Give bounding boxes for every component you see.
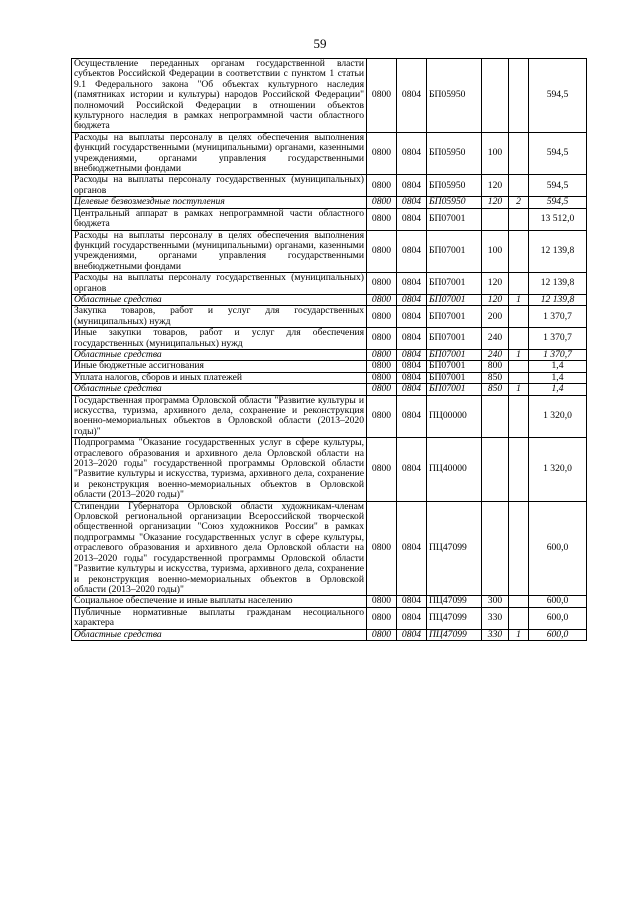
table-row xyxy=(72,306,587,328)
expense-type-cell: 120 xyxy=(482,273,509,295)
expense-name-cell: Государственная программа Орловской области "Развитие культуры и искусства, туризма, архивного дела, сохранение и реконструкция военно-мемориальных объектов в Орловской области (2013–2020 годы)" xyxy=(72,395,367,438)
table-row xyxy=(72,384,587,395)
expense-name-cell: Областные средства xyxy=(72,349,367,360)
subsection-code-cell: 0804 xyxy=(397,328,427,350)
amount-cell: 600,0 xyxy=(529,607,587,629)
expense-type-cell: 850 xyxy=(482,384,509,395)
target-article-cell: БП07001 xyxy=(427,208,482,230)
funding-source-cell xyxy=(509,59,529,133)
expense-name-cell: Подпрограмма "Оказание государственных услуг в сфере культуры, отраслевого образования и архивного дела Орловской области на 2013–2020 годы" государственной программы Орловской области "Развитие культуры и искусства, туризма, архивного дела, сохранение и реконструкция военно-мемориальных объектов в Орловской области (2013–2020 годы)" xyxy=(72,438,367,501)
subsection-code-cell: 0804 xyxy=(397,384,427,395)
section-code-cell: 0800 xyxy=(367,349,397,360)
target-article-cell: БП05950 xyxy=(427,132,482,175)
expense-type-cell: 330 xyxy=(482,607,509,629)
section-code-cell: 0800 xyxy=(367,384,397,395)
table-row xyxy=(72,273,587,295)
amount-cell: 600,0 xyxy=(529,596,587,607)
table-row xyxy=(72,349,587,360)
table-row xyxy=(72,372,587,383)
expense-type-cell: 120 xyxy=(482,294,509,305)
amount-cell: 1 370,7 xyxy=(529,349,587,360)
amount-cell: 594,5 xyxy=(529,59,587,133)
expense-name-cell: Иные бюджетные ассигнования xyxy=(72,361,367,372)
section-code-cell: 0800 xyxy=(367,59,397,133)
table-row xyxy=(72,132,587,175)
expense-type-cell: 120 xyxy=(482,197,509,208)
expense-name-cell: Целевые безвозмездные поступления xyxy=(72,197,367,208)
subsection-code-cell: 0804 xyxy=(397,607,427,629)
amount-cell: 1 320,0 xyxy=(529,395,587,438)
expense-type-cell xyxy=(482,395,509,438)
expense-name-cell: Областные средства xyxy=(72,294,367,305)
expense-type-cell: 300 xyxy=(482,596,509,607)
subsection-code-cell: 0804 xyxy=(397,395,427,438)
table-row xyxy=(72,59,587,133)
subsection-code-cell: 0804 xyxy=(397,349,427,360)
expense-name-cell: Расходы на выплаты персоналу в целях обеспечения выполнения функций государственными (муниципальными) органами, казенными учреждениями, органами управления государственными внебюджетными фондами xyxy=(72,132,367,175)
section-code-cell: 0800 xyxy=(367,306,397,328)
budget-table xyxy=(71,58,587,641)
amount-cell: 600,0 xyxy=(529,501,587,596)
expense-name-cell: Социальное обеспечение и иные выплаты населению xyxy=(72,596,367,607)
table-row xyxy=(72,501,587,596)
target-article-cell: БП07001 xyxy=(427,306,482,328)
target-article-cell: ПЦ00000 xyxy=(427,395,482,438)
expense-type-cell: 850 xyxy=(482,372,509,383)
table-row xyxy=(72,438,587,501)
expense-type-cell: 240 xyxy=(482,349,509,360)
target-article-cell: БП05950 xyxy=(427,59,482,133)
funding-source-cell xyxy=(509,306,529,328)
subsection-code-cell: 0804 xyxy=(397,501,427,596)
amount-cell: 594,5 xyxy=(529,175,587,197)
section-code-cell: 0800 xyxy=(367,438,397,501)
expense-type-cell xyxy=(482,438,509,501)
amount-cell: 1 370,7 xyxy=(529,328,587,350)
page-number: 59 xyxy=(313,36,327,51)
table-row xyxy=(72,208,587,230)
subsection-code-cell: 0804 xyxy=(397,438,427,501)
amount-cell: 600,0 xyxy=(529,629,587,640)
amount-cell: 13 512,0 xyxy=(529,208,587,230)
expense-type-cell xyxy=(482,59,509,133)
target-article-cell: БП07001 xyxy=(427,273,482,295)
section-code-cell: 0800 xyxy=(367,596,397,607)
section-code-cell: 0800 xyxy=(367,294,397,305)
expense-type-cell: 100 xyxy=(482,132,509,175)
amount-cell: 12 139,8 xyxy=(529,294,587,305)
funding-source-cell xyxy=(509,395,529,438)
funding-source-cell xyxy=(509,607,529,629)
expense-name-cell: Публичные нормативные выплаты гражданам несоциального характера xyxy=(72,607,367,629)
subsection-code-cell: 0804 xyxy=(397,372,427,383)
funding-source-cell: 1 xyxy=(509,349,529,360)
section-code-cell: 0800 xyxy=(367,328,397,350)
funding-source-cell xyxy=(509,175,529,197)
funding-source-cell xyxy=(509,438,529,501)
subsection-code-cell: 0804 xyxy=(397,596,427,607)
expense-type-cell xyxy=(482,208,509,230)
subsection-code-cell: 0804 xyxy=(397,175,427,197)
table-row xyxy=(72,328,587,350)
section-code-cell: 0800 xyxy=(367,629,397,640)
subsection-code-cell: 0804 xyxy=(397,273,427,295)
target-article-cell: БП07001 xyxy=(427,361,482,372)
funding-source-cell xyxy=(509,328,529,350)
expense-name-cell: Центральный аппарат в рамках непрограммной части областного бюджета xyxy=(72,208,367,230)
expense-type-cell: 120 xyxy=(482,175,509,197)
expense-name-cell: Областные средства xyxy=(72,629,367,640)
target-article-cell: БП05950 xyxy=(427,175,482,197)
expense-name-cell: Расходы на выплаты персоналу государственных (муниципальных) органов xyxy=(72,273,367,295)
funding-source-cell: 1 xyxy=(509,384,529,395)
expense-type-cell: 330 xyxy=(482,629,509,640)
amount-cell: 12 139,8 xyxy=(529,273,587,295)
table-row xyxy=(72,361,587,372)
funding-source-cell xyxy=(509,132,529,175)
target-article-cell: ПЦ47099 xyxy=(427,629,482,640)
amount-cell: 1 320,0 xyxy=(529,438,587,501)
funding-source-cell xyxy=(509,273,529,295)
funding-source-cell: 1 xyxy=(509,629,529,640)
section-code-cell: 0800 xyxy=(367,208,397,230)
expense-name-cell: Закупка товаров, работ и услуг для государственных (муниципальных) нужд xyxy=(72,306,367,328)
expense-name-cell: Уплата налогов, сборов и иных платежей xyxy=(72,372,367,383)
target-article-cell: БП07001 xyxy=(427,328,482,350)
amount-cell: 12 139,8 xyxy=(529,230,587,273)
amount-cell: 1,4 xyxy=(529,361,587,372)
table-row xyxy=(72,395,587,438)
expense-name-cell: Областные средства xyxy=(72,384,367,395)
subsection-code-cell: 0804 xyxy=(397,230,427,273)
funding-source-cell xyxy=(509,361,529,372)
table-row xyxy=(72,607,587,629)
subsection-code-cell: 0804 xyxy=(397,306,427,328)
expense-name-cell: Расходы на выплаты персоналу в целях обеспечения выполнения функций государственными (муниципальными) органами, казенными учреждениями, органами управления государственными внебюджетными фондами xyxy=(72,230,367,273)
target-article-cell: ПЦ47099 xyxy=(427,596,482,607)
amount-cell: 594,5 xyxy=(529,197,587,208)
section-code-cell: 0800 xyxy=(367,197,397,208)
table-row xyxy=(72,230,587,273)
expense-type-cell: 100 xyxy=(482,230,509,273)
amount-cell: 1,4 xyxy=(529,372,587,383)
section-code-cell: 0800 xyxy=(367,230,397,273)
target-article-cell: БП07001 xyxy=(427,372,482,383)
budget-table-body xyxy=(72,59,587,641)
amount-cell: 594,5 xyxy=(529,132,587,175)
subsection-code-cell: 0804 xyxy=(397,208,427,230)
expense-type-cell: 240 xyxy=(482,328,509,350)
funding-source-cell xyxy=(509,230,529,273)
subsection-code-cell: 0804 xyxy=(397,59,427,133)
subsection-code-cell: 0804 xyxy=(397,132,427,175)
table-row xyxy=(72,197,587,208)
section-code-cell: 0800 xyxy=(367,175,397,197)
expense-type-cell: 800 xyxy=(482,361,509,372)
funding-source-cell xyxy=(509,596,529,607)
expense-name-cell: Расходы на выплаты персоналу государственных (муниципальных) органов xyxy=(72,175,367,197)
target-article-cell: БП07001 xyxy=(427,294,482,305)
table-row xyxy=(72,629,587,640)
target-article-cell: ПЦ47099 xyxy=(427,501,482,596)
section-code-cell: 0800 xyxy=(367,607,397,629)
target-article-cell: ПЦ40000 xyxy=(427,438,482,501)
subsection-code-cell: 0804 xyxy=(397,629,427,640)
table-row xyxy=(72,175,587,197)
section-code-cell: 0800 xyxy=(367,132,397,175)
section-code-cell: 0800 xyxy=(367,361,397,372)
target-article-cell: БП05950 xyxy=(427,197,482,208)
section-code-cell: 0800 xyxy=(367,372,397,383)
expense-type-cell xyxy=(482,501,509,596)
subsection-code-cell: 0804 xyxy=(397,294,427,305)
expense-type-cell: 200 xyxy=(482,306,509,328)
table-row xyxy=(72,596,587,607)
funding-source-cell xyxy=(509,208,529,230)
section-code-cell: 0800 xyxy=(367,273,397,295)
expense-name-cell: Стипендии Губернатора Орловской области художникам-членам Орловской региональной организации Всероссийской творческой общественной организации "Союз художников России" в рамках подпрограммы "Оказание государственных услуг в сфере культуры, отраслевого образования и архивного дела Орловской области на 2013–2020 годы" государственной программы Орловской области "Развитие культуры и искусства, туризма, архивного дела, сохранение и реконструкция военно-мемориальных объектов в Орловской области (2013–2020 годы)" xyxy=(72,501,367,596)
target-article-cell: ПЦ47099 xyxy=(427,607,482,629)
subsection-code-cell: 0804 xyxy=(397,361,427,372)
amount-cell: 1 370,7 xyxy=(529,306,587,328)
funding-source-cell xyxy=(509,501,529,596)
funding-source-cell: 2 xyxy=(509,197,529,208)
expense-name-cell: Иные закупки товаров, работ и услуг для обеспечения государственных (муниципальных) нужд xyxy=(72,328,367,350)
funding-source-cell xyxy=(509,372,529,383)
funding-source-cell: 1 xyxy=(509,294,529,305)
target-article-cell: БП07001 xyxy=(427,384,482,395)
expense-name-cell: Осуществление переданных органам государственной власти субъектов Российской Федерации в соответствии с пунктом 1 статьи 9.1 Федерального закона "Об объектах культурного наследия (памятниках истории и культуры) народов Российской Федерации" полномочий Российской Федерации в отношении объектов культурного наследия в рамках непрограммной части областного бюджета xyxy=(72,59,367,133)
target-article-cell: БП07001 xyxy=(427,230,482,273)
amount-cell: 1,4 xyxy=(529,384,587,395)
section-code-cell: 0800 xyxy=(367,395,397,438)
section-code-cell: 0800 xyxy=(367,501,397,596)
table-row xyxy=(72,294,587,305)
subsection-code-cell: 0804 xyxy=(397,197,427,208)
target-article-cell: БП07001 xyxy=(427,349,482,360)
